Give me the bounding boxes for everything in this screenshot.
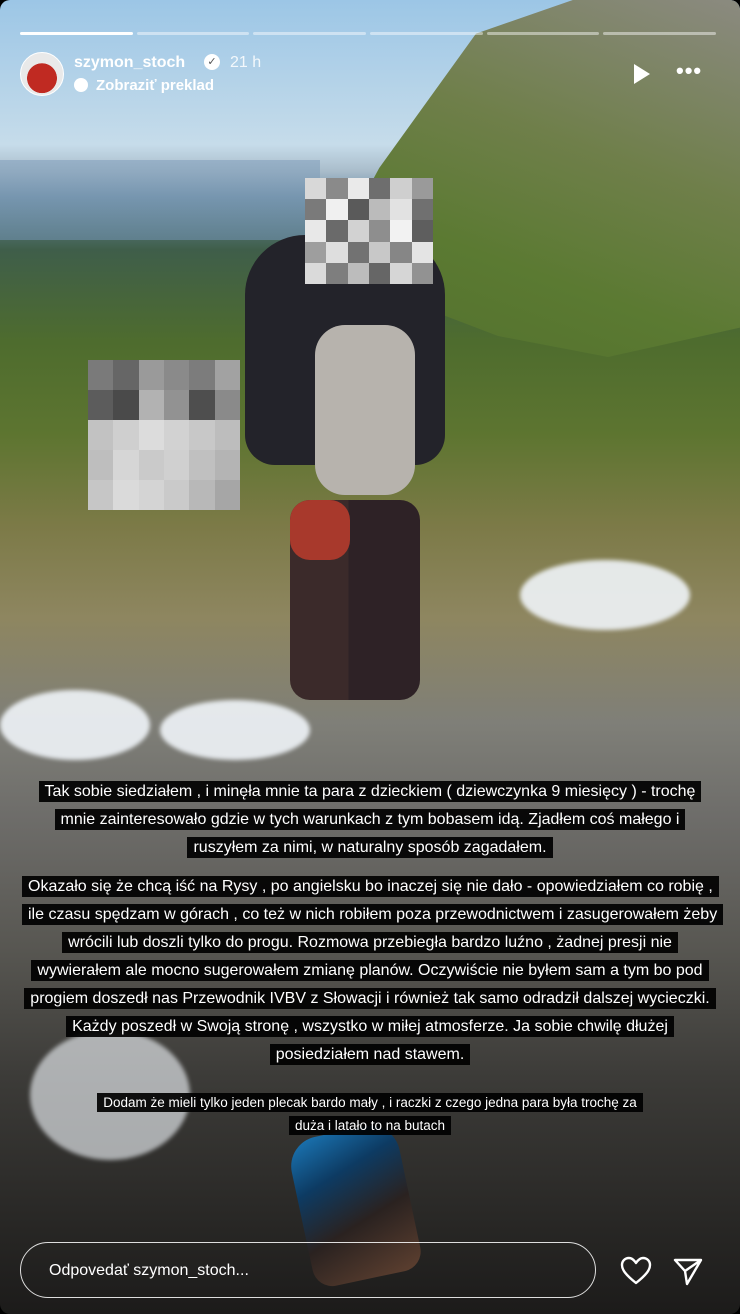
- progress-segment: [20, 32, 133, 35]
- caption-text: [0, 1091, 740, 1137]
- avatar[interactable]: [20, 52, 64, 96]
- caption-text: [0, 778, 740, 862]
- caption-first: Tak sobie siedziałem , i minęła mnie ta para z dzieckiem ( dziewczynka 9 miesięcy ) - trochę mnie zainteresowało gdzie w tych warunkach z tym bobasem idą. Zjadłem coś małego i ruszyłem za nimi, w naturalny sposób zagadałem.: [39, 781, 702, 858]
- blurred-face: [305, 178, 433, 284]
- progress-segment: [487, 32, 600, 35]
- story-header: [20, 52, 720, 96]
- post-time: 21 h: [230, 54, 262, 71]
- progress-segment: [137, 32, 250, 35]
- heart-icon[interactable]: [620, 1256, 652, 1286]
- snow-patch: [520, 560, 690, 630]
- caption-second: Okazało się że chcą iść na Rysy , po angielsku bo inaczej się nie dało - opowiedziałem co robię , ile czasu spędzam w górach , co też w nich robiłem poza przewodnictwem i zasugerowałem żeby wrócili lub doszli tylko do progu. Rozmowa przebiegła bardzo luźno , żadnej presji nie wywierałem ale mocno sugerowałem zmianę planów. Oczywiście nie byłem sam a tym bo pod progiem doszedł nas Przewodnik IVBV z Słowacji i również tak samo odradził dalszej wycieczki. Każdy poszedł w Swoją stronę , wszystko w miłej atmosferze. Ja sobie chwilę dłużej posiedziałem nad stawem.: [22, 876, 723, 1065]
- translate-link[interactable]: [74, 77, 214, 94]
- story-progress-bar: [20, 32, 716, 35]
- progress-segment: [253, 32, 366, 35]
- more-icon[interactable]: •••: [676, 58, 703, 83]
- translate-icon: [74, 78, 88, 92]
- progress-segment: [370, 32, 483, 35]
- reply-field[interactable]: [20, 1242, 596, 1298]
- caption-third: Dodam że mieli tylko jeden plecak bardo mały , i raczki z czego jedna para była trochę za duża i latało to na butach: [97, 1093, 643, 1135]
- send-icon[interactable]: [672, 1256, 704, 1286]
- blurred-face: [88, 360, 240, 510]
- translate-label: Zobraziť preklad: [96, 77, 215, 94]
- play-icon[interactable]: [634, 64, 650, 84]
- progress-segment: [603, 32, 716, 35]
- snow-patch: [0, 690, 150, 760]
- caption-text: [0, 873, 740, 1069]
- verified-badge-icon: ✓: [204, 54, 220, 70]
- reply-input[interactable]: [47, 1243, 571, 1298]
- username[interactable]: szymon_stoch: [74, 54, 186, 71]
